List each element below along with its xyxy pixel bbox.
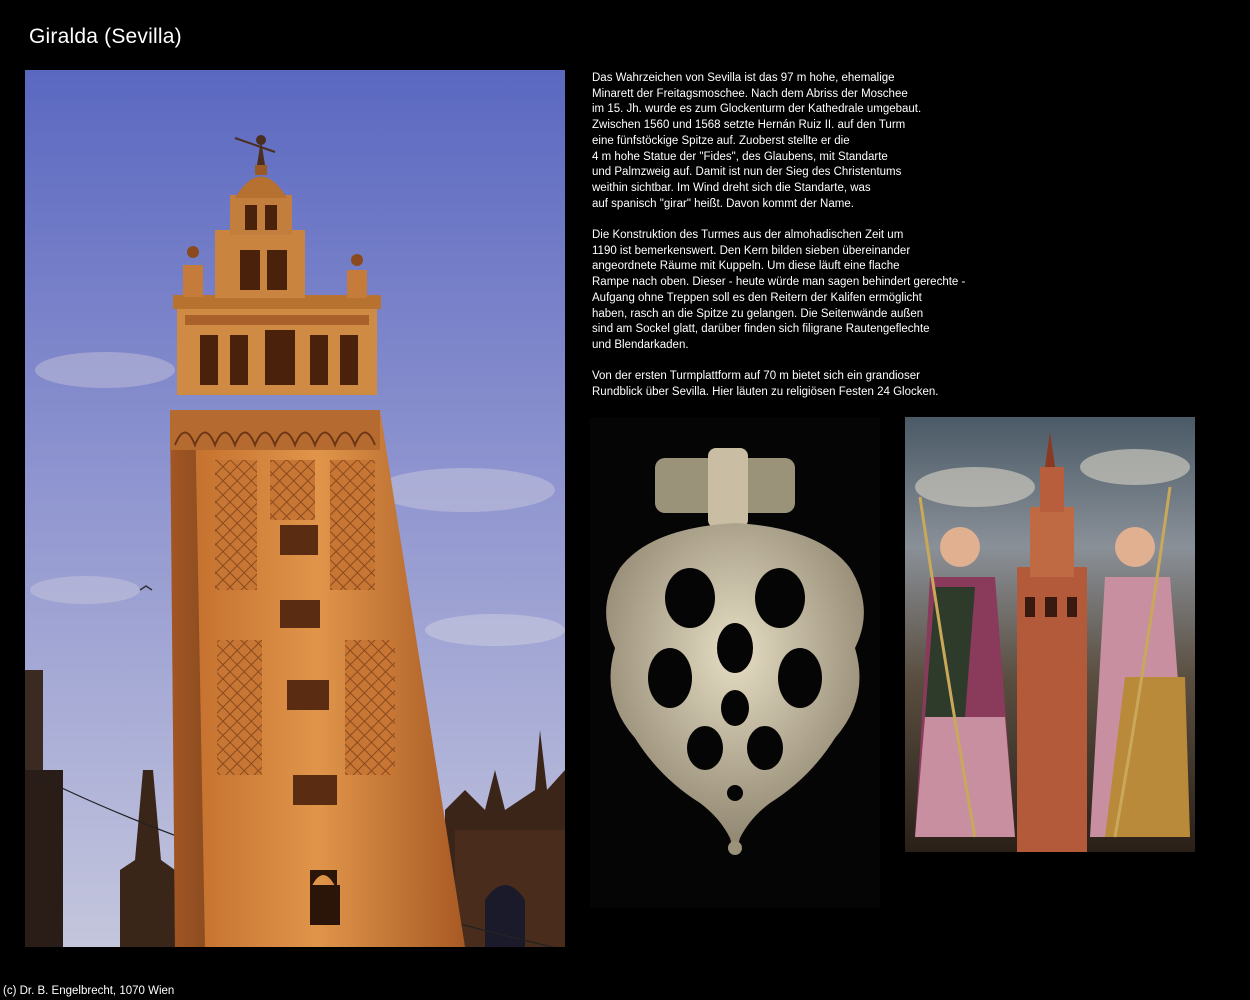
saints-painting-photo — [905, 417, 1195, 852]
description-paragraph-2 — [592, 228, 1002, 354]
text-line: Aufgang ohne Treppen soll es den Reitern der Kalifen ermöglicht — [592, 291, 922, 304]
text-line: und Blendarkaden. — [592, 338, 689, 351]
text-line: sind am Sockel glatt, darüber finden sich filigrane Rautengeflechte — [592, 323, 930, 336]
text-line: Rundblick über Sevilla. Hier läuten zu religiösen Festen 24 Glocken. — [592, 386, 939, 399]
text-line: haben, rasch an die Spitze zu gelangen. Die Seitenwände außen — [592, 307, 924, 320]
text-line: Von der ersten Turmplattform auf 70 m bietet sich ein grandioser — [592, 370, 920, 383]
description-paragraph-3 — [592, 369, 1002, 400]
text-line: im 15. Jh. wurde es zum Glockenturm der Kathedrale umgebaut. — [592, 103, 922, 116]
text-line: eine fünfstöckige Spitze auf. Zuoberst stellte er die — [592, 134, 850, 147]
text-line: 1190 ist bemerkenswert. Den Kern bilden sieben übereinander — [592, 244, 911, 257]
text-line: Das Wahrzeichen von Sevilla ist das 97 m hohe, ehemalige — [592, 72, 895, 84]
copyright-notice: (c) Dr. B. Engelbrecht, 1070 Wien — [3, 985, 175, 997]
text-line: auf spanisch "girar" heißt. Davon kommt der Name. — [592, 197, 854, 210]
door-knocker-photo — [590, 418, 880, 908]
text-line: Die Konstruktion des Turmes aus der almohadischen Zeit um — [592, 229, 904, 242]
text-line: Zwischen 1560 und 1568 setzte Hernán Ruiz II. auf den Turm — [592, 119, 906, 132]
text-line: Rampe nach oben. Dieser - heute würde man sagen behindert gerechte - — [592, 276, 966, 289]
description-paragraph-1 — [592, 71, 1002, 212]
giralda-tower-photo — [25, 70, 565, 947]
text-line: und Palmzweig auf. Damit ist nun der Sieg des Christentums — [592, 166, 902, 179]
text-line: angeordnete Räume mit Kuppeln. Um diese läuft eine flache — [592, 260, 900, 273]
text-line: Minarett der Freitagsmoschee. Nach dem Abriss der Moschee — [592, 87, 908, 100]
description-text — [592, 71, 1002, 416]
page-title: Giralda (Sevilla) — [29, 25, 182, 48]
text-line: 4 m hohe Statue der "Fides", des Glaubens, mit Standarte — [592, 150, 888, 163]
text-line: weithin sichtbar. Im Wind dreht sich die Standarte, was — [592, 181, 871, 194]
